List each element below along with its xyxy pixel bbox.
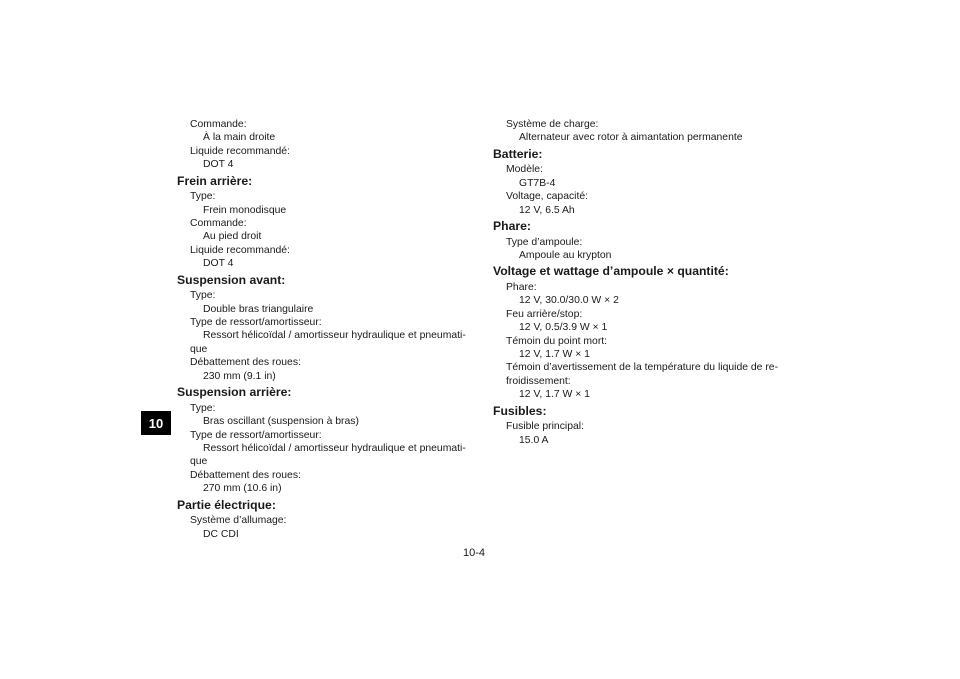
- spec-label: Voltage, capacité:: [506, 191, 589, 203]
- spec-label: Phare:: [506, 282, 537, 294]
- spec-value: 230 mm (9.1 in): [203, 370, 276, 382]
- page-number: 10-4: [463, 547, 486, 559]
- spec-value: À la main droite: [203, 132, 276, 144]
- spec-value: Ressort hélicoïdal / amortisseur hydraulique et pneumati-: [203, 442, 466, 454]
- spec-label: Débattement des roues:: [190, 469, 301, 481]
- spec-value: Ampoule au krypton: [519, 250, 612, 262]
- spec-label: Type de ressort/amortisseur:: [190, 429, 322, 441]
- spec-value: Double bras triangulaire: [203, 303, 314, 315]
- section-heading-battery: Batterie:: [493, 146, 543, 161]
- section-heading-rear-suspension: Suspension arrière:: [177, 385, 292, 400]
- spec-label: Débattement des roues:: [190, 357, 301, 369]
- spec-label: Type:: [190, 402, 216, 414]
- spec-label: Fusible principal:: [506, 421, 584, 433]
- spec-label: Liquide recommandé:: [190, 244, 290, 256]
- spec-label: Type d’ampoule:: [506, 236, 583, 248]
- spec-value: 12 V, 0.5/3.9 W × 1: [519, 322, 608, 334]
- right-column: [493, 118, 793, 447]
- chapter-tab: 10: [141, 411, 171, 435]
- section-heading-rear-brake: Frein arrière:: [177, 173, 253, 188]
- spec-value: Ressort hélicoïdal / amortisseur hydraulique et pneumati-: [203, 330, 466, 342]
- section-heading-headlight: Phare:: [493, 219, 531, 234]
- spec-value: 270 mm (10.6 in): [203, 483, 282, 495]
- section-heading-bulb-voltage: Voltage et wattage d’ampoule × quantité:: [493, 264, 729, 279]
- spec-label: Système de charge:: [506, 119, 599, 130]
- section-heading-front-suspension: Suspension avant:: [177, 272, 286, 287]
- section-heading-fuses: Fusibles:: [493, 403, 547, 418]
- spec-label: Feu arrière/stop:: [506, 308, 583, 320]
- spec-value: Au pied droit: [203, 231, 262, 243]
- spec-value: GT7B-4: [519, 177, 556, 189]
- section-heading-electrical: Partie électrique:: [177, 497, 276, 512]
- spec-value-continued: que: [190, 456, 208, 468]
- spec-label: Type:: [190, 191, 216, 203]
- spec-label: Type:: [190, 290, 216, 302]
- spec-value: 15.0 A: [519, 434, 549, 446]
- spec-value: Bras oscillant (suspension à bras): [203, 416, 359, 428]
- spec-value: DOT 4: [203, 159, 234, 171]
- spec-value: 12 V, 1.7 W × 1: [519, 389, 590, 401]
- spec-value: 12 V, 6.5 Ah: [519, 204, 575, 216]
- spec-value-continued: que: [190, 343, 208, 355]
- spec-value: DOT 4: [203, 258, 234, 270]
- spec-value: DC CDI: [203, 528, 239, 540]
- spec-label: Modèle:: [506, 164, 543, 176]
- spec-value: Frein monodisque: [203, 204, 287, 216]
- spec-label: Commande:: [190, 218, 247, 230]
- spec-label: Témoin d’avertissement de la température du liquide de re-: [506, 362, 779, 374]
- left-column: [177, 118, 477, 541]
- spec-value: Alternateur avec rotor à aimantation permanente: [519, 132, 743, 144]
- spec-label: Liquide recommandé:: [190, 145, 290, 157]
- spec-label: Commande:: [190, 119, 247, 130]
- spec-label: Témoin du point mort:: [506, 335, 608, 347]
- spec-label: Système d’allumage:: [190, 515, 287, 527]
- spec-value: 12 V, 30.0/30.0 W × 2: [519, 295, 619, 307]
- spec-value: 12 V, 1.7 W × 1: [519, 349, 590, 361]
- spec-label-continued: froidissement:: [506, 375, 571, 387]
- spec-label: Type de ressort/amortisseur:: [190, 317, 322, 329]
